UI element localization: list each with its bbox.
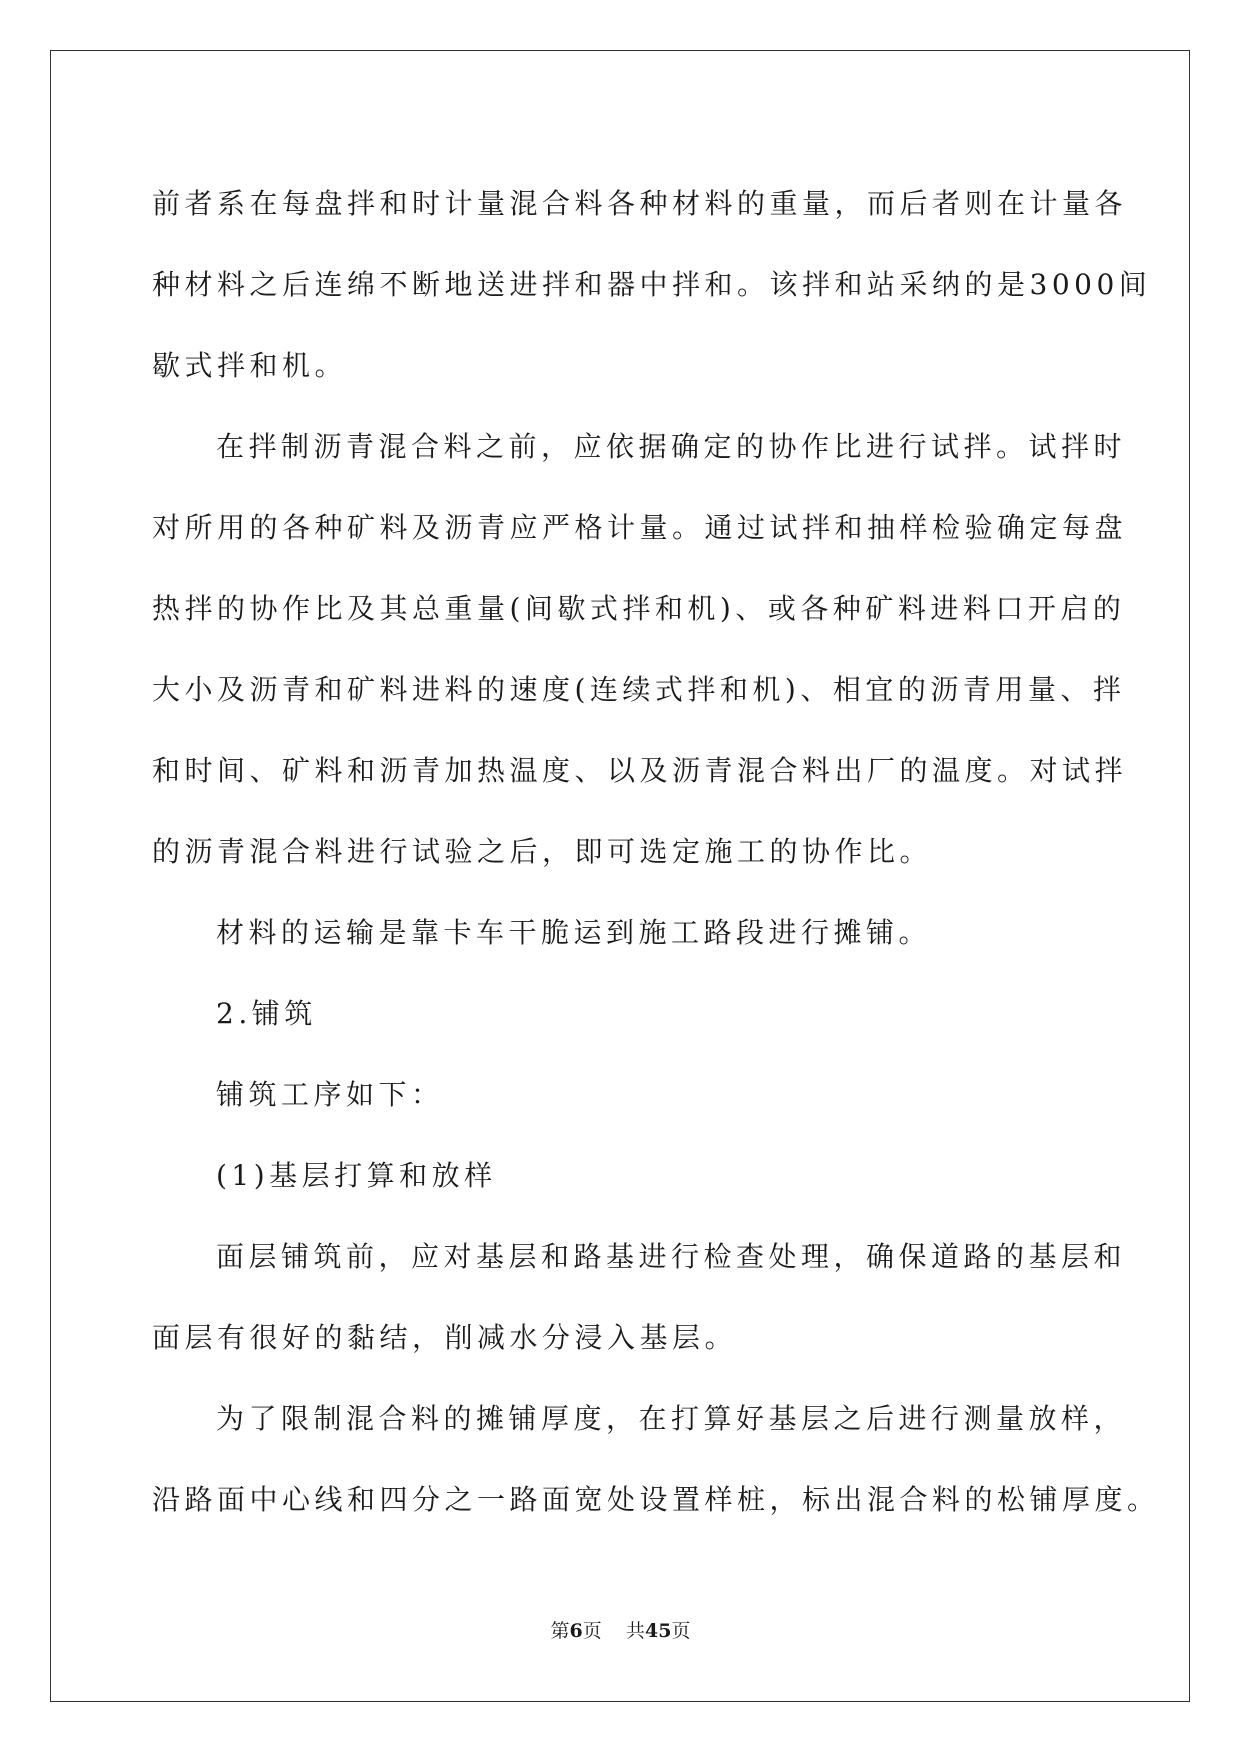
text-line: 沿路面中心线和四分之一路面宽处设置样桩，标出混合料的松铺厚度。 <box>152 1483 1160 1516</box>
section-heading: 2.铺筑 <box>216 997 317 1030</box>
page-footer <box>0 1616 1241 1643</box>
page-number: 6 <box>569 1620 583 1642</box>
subsection-heading: (1)基层打算和放样 <box>216 1159 497 1192</box>
text-line: 对所用的各种矿料及沥青应严格计量。通过试拌和抽样检验确定每盘 <box>152 511 1128 544</box>
text-line: 为了限制混合料的摊铺厚度，在打算好基层之后进行测量放样， <box>216 1402 1127 1435</box>
page-suffix: 页 <box>582 1620 602 1642</box>
text-line: 种材料之后连绵不断地送进拌和器中拌和。该拌和站采纳的是3000间 <box>152 268 1152 301</box>
total-suffix: 页 <box>671 1620 691 1642</box>
text-line: 铺筑工序如下： <box>216 1078 444 1111</box>
text-line: 在拌制沥青混合料之前，应依据确定的协作比进行试拌。试拌时 <box>216 430 1127 463</box>
total-prefix: 共 <box>625 1620 645 1642</box>
text-line: 热拌的协作比及其总重量(间歇式拌和机)、或各种矿料进料口开启的 <box>152 592 1126 625</box>
page-prefix: 第 <box>550 1620 570 1642</box>
text-line: 前者系在每盘拌和时计量混合料各种材料的重量，而后者则在计量各 <box>152 187 1128 220</box>
text-line: 面层有很好的黏结，削减水分浸入基层。 <box>152 1321 738 1354</box>
text-line: 的沥青混合料进行试验之后，即可选定施工的协作比。 <box>152 835 933 868</box>
text-line: 和时间、矿料和沥青加热温度、以及沥青混合料出厂的温度。对试拌 <box>152 754 1128 787</box>
text-line: 大小及沥青和矿料进料的速度(连续式拌和机)、相宜的沥青用量、拌 <box>152 673 1126 706</box>
text-line: 面层铺筑前，应对基层和路基进行检查处理，确保道路的基层和 <box>216 1240 1127 1273</box>
text-line: 材料的运输是靠卡车干脆运到施工路段进行摊铺。 <box>216 916 932 949</box>
document-body <box>152 163 1160 1540</box>
text-line: 歇式拌和机。 <box>152 349 348 382</box>
total-pages: 45 <box>644 1620 672 1642</box>
